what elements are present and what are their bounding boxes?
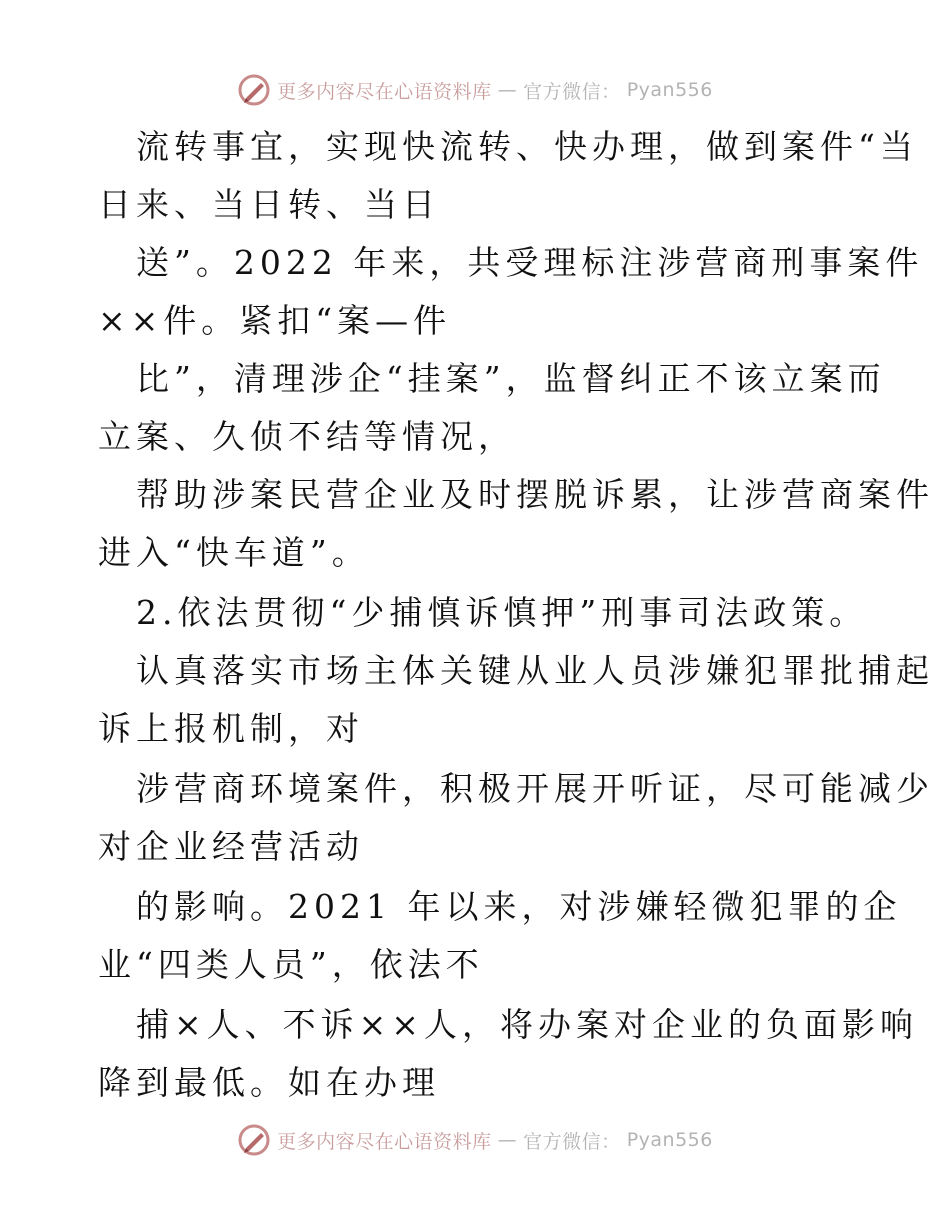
text-line: 认真落实市场主体关键从业人员涉嫌犯罪批捕起	[136, 651, 934, 690]
watermark-header	[0, 70, 950, 110]
text-line: 日来、当日转、当日	[98, 185, 440, 224]
section-heading: 2.依法贯彻“少捕慎诉慎押”刑事司法政策。	[136, 593, 868, 632]
text-line: 捕×人、不诉××人，将办案对企业的负面影响	[136, 1005, 918, 1044]
text-line: 立案、久侦不结等情况，	[98, 417, 516, 456]
text-line: 流转事宜，实现快流转、快办理，做到案件“当	[136, 127, 918, 166]
text-line: 送”。2022 年来，共受理标注涉营商刑事案件	[136, 243, 924, 282]
text-line: 的影响。2021 年以来，对涉嫌轻微犯罪的企	[136, 887, 902, 926]
watermark-contact-label: 官方微信：	[523, 80, 621, 103]
text-line: 帮助涉案民营企业及时摆脱诉累，让涉营商案件	[136, 475, 934, 514]
watermark-main-text: 更多内容尽在心语资料库	[277, 1130, 492, 1153]
text-line: 降到最低。如在办理	[98, 1063, 440, 1102]
watermark-separator: —	[497, 1129, 518, 1151]
watermark-contact-label: 官方微信：	[523, 1130, 621, 1153]
watermark-contact-id: Pyan556	[626, 79, 713, 101]
text-line: 涉营商环境案件，积极开展开听证，尽可能减少	[136, 769, 934, 808]
text-line: 比”，清理涉企“挂案”，监督纠正不该立案而	[136, 359, 886, 398]
text-line: ××件。紧扣“案—件	[98, 301, 452, 340]
text-line: 业“四类人员”，依法不	[98, 945, 484, 984]
text-line: 诉上报机制，对	[98, 709, 364, 748]
pen-logo-icon	[237, 1123, 271, 1157]
watermark-contact-id: Pyan556	[626, 1129, 713, 1151]
watermark-separator: —	[497, 79, 518, 101]
pen-logo-icon	[237, 73, 271, 107]
watermark-main-text: 更多内容尽在心语资料库	[277, 80, 492, 103]
text-line: 进入“快车道”。	[98, 533, 370, 572]
watermark-footer	[0, 1120, 950, 1160]
text-line: 对企业经营活动	[98, 827, 364, 866]
